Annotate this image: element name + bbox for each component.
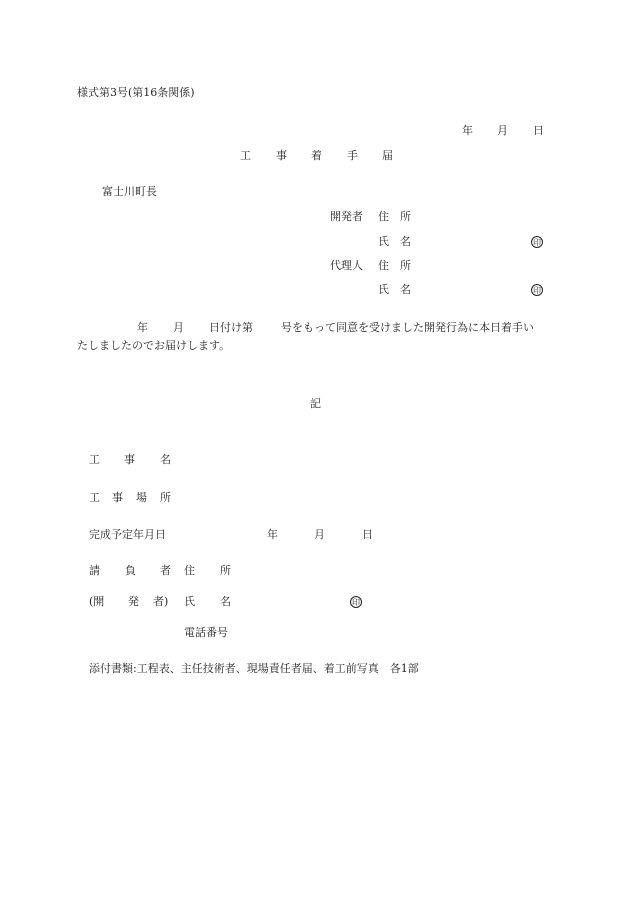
completion-year: 年 [267, 528, 278, 541]
label-char: (開 [89, 595, 105, 608]
developer-address-label: 住 所 [378, 210, 411, 223]
label-char: 事 [112, 491, 123, 504]
label-char: 者 [160, 564, 171, 577]
body-year: 年 [137, 321, 148, 334]
title-char: 事 [276, 149, 287, 162]
addressee: 富士川町長 [102, 185, 157, 198]
form-number: 様式第3号(第16条関係) [77, 86, 195, 99]
label-char: 所 [160, 491, 171, 504]
label-char: 名 [220, 595, 231, 608]
completion-label: 完成予定年月日 [89, 528, 166, 541]
body-text-line2: たしましたのでお届けします。 [77, 339, 231, 352]
ki-heading: 記 [310, 397, 321, 410]
title-char: 工 [240, 149, 251, 162]
date-month-label: 月 [497, 124, 508, 137]
completion-month: 月 [314, 528, 325, 541]
agent-address-label: 住 所 [378, 259, 411, 272]
body-month: 月 [173, 321, 184, 334]
label-char: 氏 [184, 595, 195, 608]
label-char: 負 [125, 564, 136, 577]
title-char: 手 [347, 149, 358, 162]
completion-day: 日 [362, 528, 373, 541]
developer-seal-icon: 印 [533, 238, 541, 247]
agent-name-label: 氏 名 [378, 283, 411, 296]
label-char: 事 [124, 453, 135, 466]
title-char: 着 [311, 149, 322, 162]
label-char: 発 [128, 595, 139, 608]
developer-role: 開発者 [330, 210, 363, 223]
agent-role: 代理人 [330, 259, 363, 272]
body-day-ref: 日付け第 [209, 321, 253, 334]
label-char: 住 [184, 564, 195, 577]
phone-label: 電話番号 [184, 626, 228, 639]
title-char: 届 [382, 149, 393, 162]
body-text-line1: 号をもって同意を受けました開発行為に本日着手い [281, 321, 534, 334]
agent-seal-icon: 印 [533, 286, 541, 295]
label-char: 工 [89, 491, 100, 504]
label-char: 名 [160, 453, 171, 466]
label-char: 者) [153, 595, 169, 608]
label-char: 所 [220, 564, 231, 577]
developer-name-label: 氏 名 [378, 235, 411, 248]
contractor-seal-icon: 印 [352, 598, 360, 607]
label-char: 場 [136, 491, 147, 504]
label-char: 請 [89, 564, 100, 577]
date-day-label: 日 [533, 124, 544, 137]
date-year-label: 年 [462, 124, 473, 137]
label-char: 工 [89, 453, 100, 466]
attachments-line: 添付書類:工程表、主任技術者、現場責任者届、着工前写真 各1部 [89, 662, 419, 675]
